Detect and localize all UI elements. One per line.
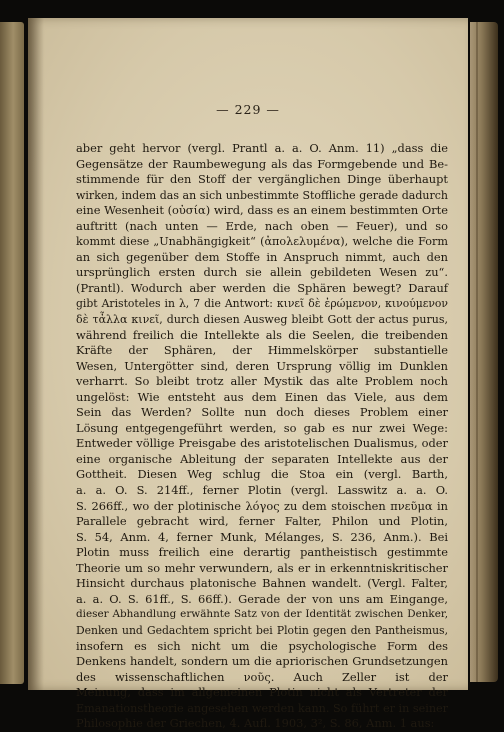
text-line: wirken, indem das an sich unbestimmte Stoffliche gerade dadurch [76,188,448,202]
text-line: Meinung, dass im allgemeinen Plotin nicht als Vertreter der [76,685,448,700]
text-line: stimmende für den Stoff der vergänglichen Dinge überhaupt [76,172,448,187]
text-line: (Prantl). Wodurch aber werden die Sphären bewegt? Darauf [76,280,448,295]
text-line: δὲ τἆλλα κινεῖ, durch diesen Ausweg bleibt Gott der actus purus, [76,313,448,327]
text-line: Entweder völlige Preisgabe des aristotelischen Dualismus, oder [76,436,448,451]
text-line: Denken und Gedachtem spricht bei Plotin gegen den Pantheismus, [76,623,448,637]
text-line: Lösung entgegengeführt werden, so gab es nur zwei Wege: [76,420,448,435]
text-line: S. 54, Anm. 4, ferner Munk, Mélanges, S. 236, Anm.). Bei [76,529,448,544]
text-line: eine Wesenheit (οὐσία) wird, dass es an einem bestimmten Orte [76,203,448,218]
text-line: a. a. O. S. 214ff., ferner Plotin (vergl. Lasswitz a. a. O. [76,483,448,498]
text-line: Philosophie der Griechen, 4. Aufl. 1903, 3², S. 86, Anm. 1 aus: [76,716,435,731]
text-line: Emanationstheorie angesehen werden kann. So führt er in seiner [76,701,448,715]
text-line: kommt diese „Unabhängigkeit“ (ἀπολελυμένα), welche die Form [76,235,448,249]
text-line: ursprünglich ersten durch sie allein gebildeten Wesen zu“. [76,265,448,280]
text-line: Kräfte der Sphären, der Himmelskörper substantielle [76,343,448,358]
page-number: — 229 — [216,102,280,117]
text-line: Denkens handelt, sondern um die apriorischen Grundsetzungen [76,654,448,669]
page [28,18,468,731]
text-line: Theorie um so mehr verwundern, als er in erkenntniskritischer [76,560,448,575]
text-line: Gegensätze der Raumbewegung als das Formgebende und Be- [76,156,448,171]
body-text [76,141,448,732]
book-edge [470,22,498,682]
text-line: a. a. O. S. 61ff., S. 66ff.). Gerade der von uns am Eingange, [76,591,448,606]
text-line: verharrt. So bleibt trotz aller Mystik das alte Problem noch [76,374,448,389]
text-line: Sein das Werden? Sollte nun doch dieses Problem einer [76,405,448,420]
gutter-shadow [28,18,44,690]
text-line: während freilich die Intellekte als die Seelen, die treibenden [76,327,448,342]
text-line: Hinsicht durchaus platonische Bahnen wandelt. (Vergl. Falter, [76,576,448,591]
text-line: Parallele gebracht wird, ferner Falter, Philon und Plotin, [76,514,448,529]
text-line: Plotin muss freilich eine derartig pantheistisch gestimmte [76,545,448,560]
text-line: Wesen, Untergötter sind, deren Ursprung völlig im Dunklen [76,358,448,373]
text-line: an sich gegenüber dem Stoffe in Anspruch nimmt, auch den [76,249,448,264]
text-line: des wissenschaftlichen νοῦς. Auch Zeller ist der [76,669,448,684]
text-line: ungelöst: Wie entsteht aus dem Einen das Viele, aus dem [76,389,448,404]
left-page-edge [0,22,24,684]
text-line: insofern es sich nicht um die psychologische Form des [76,638,448,653]
text-line: S. 266ff., wo der plotinische λόγος zu dem stoischen πνεῦμα in [76,498,448,513]
text-line: auftritt (nach unten — Erde, nach oben — Feuer), und so [76,218,448,233]
text-line: gibt Aristoteles in λ, 7 die Antwort: κινεῖ δὲ ἐρώμενον, κινούμενον [76,297,448,311]
text-line: Gottheit. Diesen Weg schlug die Stoa ein (vergl. Barth, [76,467,448,482]
text-line: aber geht hervor (vergl. Prantl a. a. O. Anm. 11) „dass die [76,141,448,155]
text-line: dieser Abhandlung erwähnte Satz von der Identität zwischen Denker, [76,608,448,621]
text-line: eine organische Ableitung der separaten Intellekte aus der [76,451,448,466]
